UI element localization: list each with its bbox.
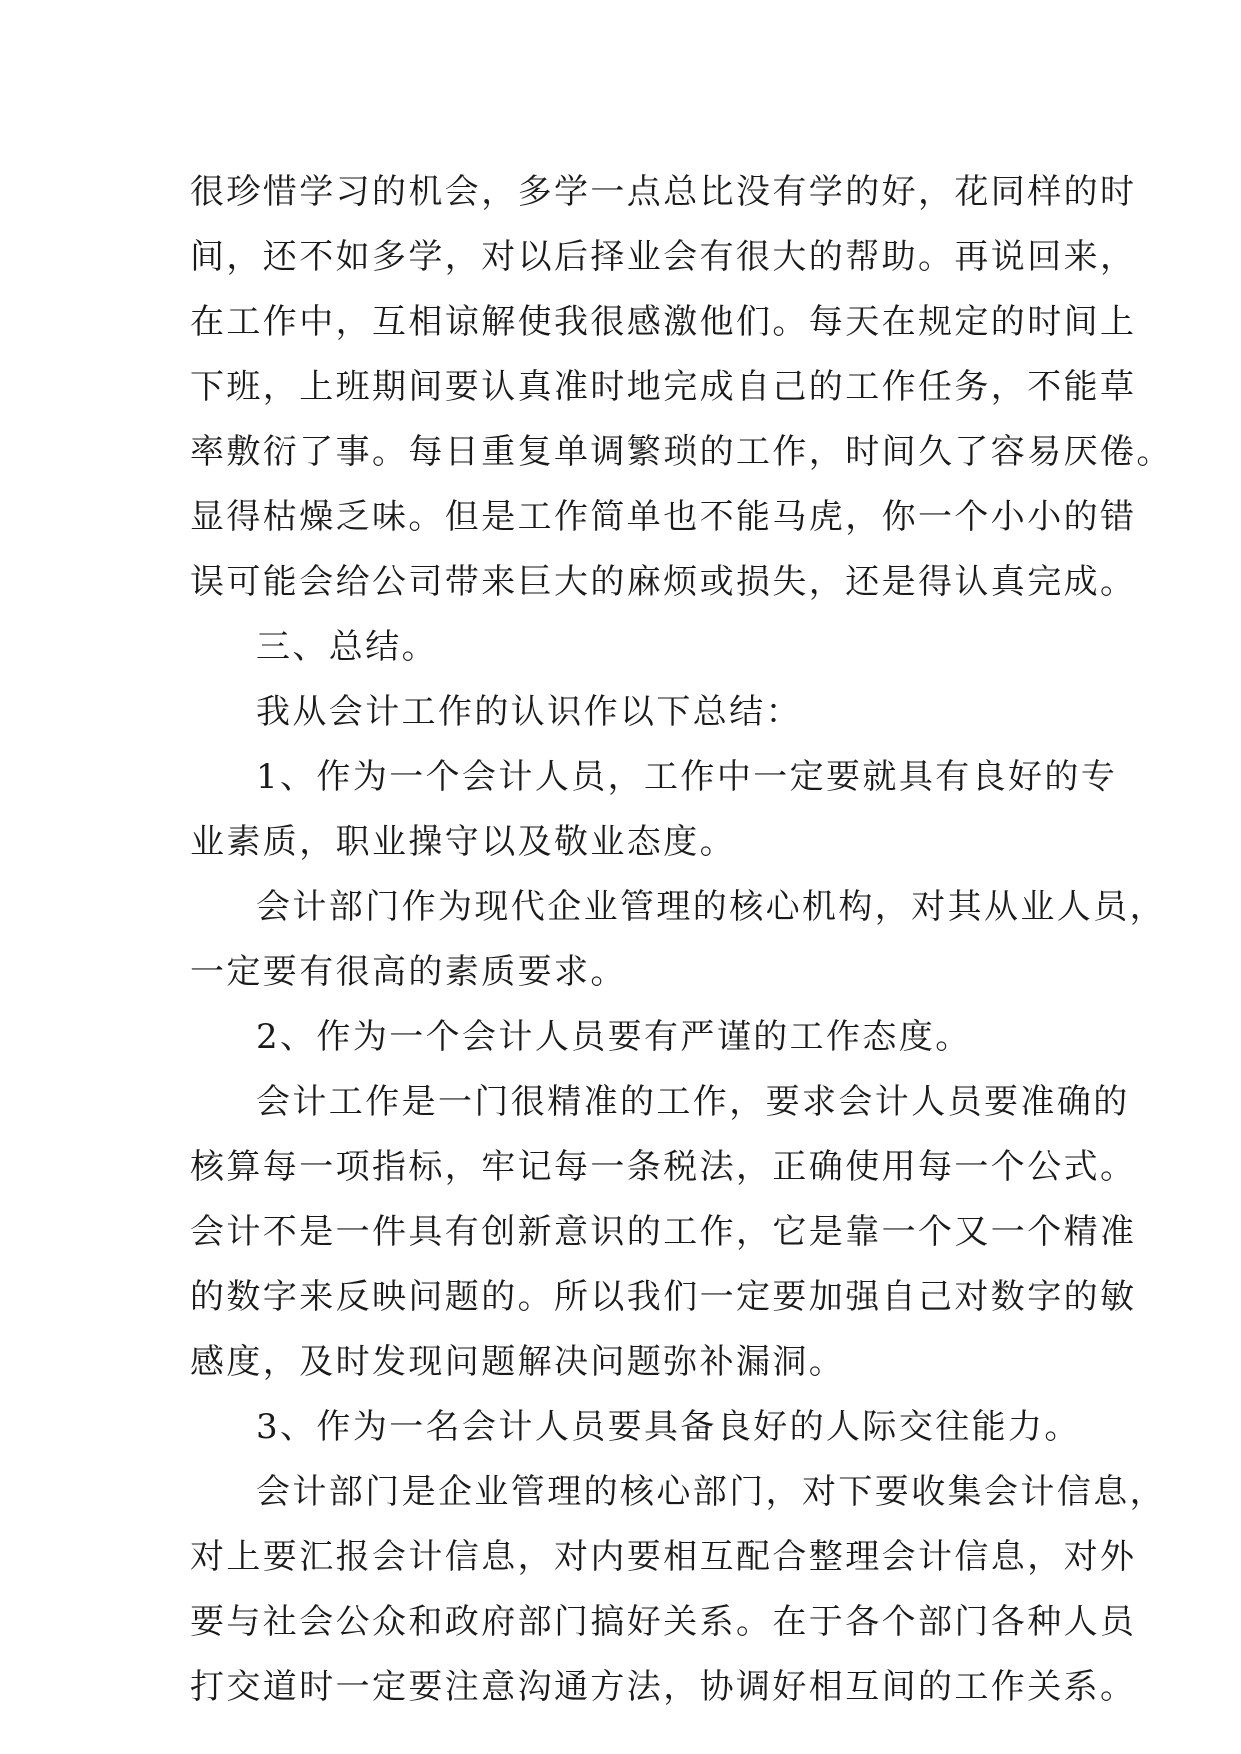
text-line: 会计工作是一门很精准的工作，要求会计人员要准确的 xyxy=(256,1082,1130,1122)
text-line: 业素质，职业操守以及敬业态度。 xyxy=(190,822,736,862)
text-line: 在工作中，互相谅解使我很感激他们。每天在规定的时间上 xyxy=(190,302,1137,342)
text-line: 我从会计工作的认识作以下总结： xyxy=(256,692,802,732)
text-line: 打交道时一定要注意沟通方法，协调好相互间的工作关系。 xyxy=(190,1667,1137,1707)
text-line: 会计部门是企业管理的核心部门，对下要收集会计信息， xyxy=(256,1472,1166,1512)
text-line: 会计部门作为现代企业管理的核心机构，对其从业人员， xyxy=(256,887,1166,927)
list-item-heading: 1、作为一个会计人员，工作中一定要就具有良好的专 xyxy=(256,757,1118,797)
text-line: 间，还不如多学，对以后择业会有很大的帮助。再说回来， xyxy=(190,237,1137,277)
text-line: 的数字来反映问题的。所以我们一定要加强自己对数字的敏 xyxy=(190,1277,1137,1317)
text-line: 下班，上班期间要认真准时地完成自己的工作任务，不能草 xyxy=(190,367,1137,407)
text-line: 感度，及时发现问题解决问题弥补漏洞。 xyxy=(190,1342,846,1382)
text-line: 很珍惜学习的机会，多学一点总比没有学的好，花同样的时 xyxy=(190,172,1137,212)
text-line: 误可能会给公司带来巨大的麻烦或损失，还是得认真完成。 xyxy=(190,562,1137,602)
list-item-heading: 3、作为一名会计人员要具备良好的人际交往能力。 xyxy=(256,1407,1081,1447)
list-item-heading: 2、作为一个会计人员要有严谨的工作态度。 xyxy=(256,1017,972,1057)
document-body xyxy=(190,160,1173,1720)
text-line: 会计不是一件具有创新意识的工作，它是靠一个又一个精准 xyxy=(190,1212,1137,1252)
text-line: 对上要汇报会计信息，对内要相互配合整理会计信息，对外 xyxy=(190,1537,1137,1577)
section-heading: 三、总结。 xyxy=(256,627,438,667)
text-line: 显得枯燥乏味。但是工作简单也不能马虎，你一个小小的错 xyxy=(190,497,1137,537)
text-line: 要与社会公众和政府部门搞好关系。在于各个部门各种人员 xyxy=(190,1602,1137,1642)
text-line: 一定要有很高的素质要求。 xyxy=(190,952,627,992)
text-line: 核算每一项指标，牢记每一条税法，正确使用每一个公式。 xyxy=(190,1147,1137,1187)
text-line: 率敷衍了事。每日重复单调繁琐的工作，时间久了容易厌倦。 xyxy=(190,432,1173,472)
